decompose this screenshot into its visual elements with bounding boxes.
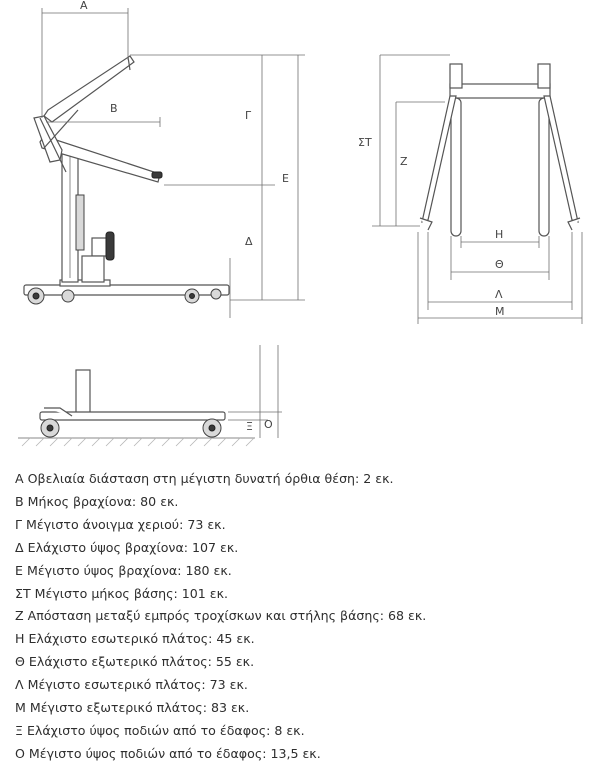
top-view-base bbox=[420, 64, 580, 236]
spec-ST: ΣΤ Μέγιστο μήκος βάσης: 101 εκ. bbox=[15, 585, 229, 601]
label-E: E bbox=[282, 172, 289, 185]
side-view-lift bbox=[24, 56, 229, 304]
spec-XI: Ξ Ελάχιστο ύψος ποδιών από το έδαφος: 8 εκ. bbox=[15, 722, 305, 738]
spec-D: Δ Ελάχιστο ύψος βραχίονα: 107 εκ. bbox=[15, 539, 239, 555]
spec-G: Γ Μέγιστο άνοιγμα χεριού: 73 εκ. bbox=[15, 516, 226, 532]
label-H: H bbox=[495, 228, 504, 241]
label-A: A bbox=[80, 0, 88, 12]
spec-B: B Μήκος βραχίονα: 80 εκ. bbox=[15, 493, 179, 509]
spec-M: M Μέγιστο εξωτερικό πλάτος: 83 εκ. bbox=[15, 700, 250, 716]
label-D: Δ bbox=[245, 235, 253, 248]
spec-Z: Z Απόσταση μεταξύ εμπρός τροχίσκων και στήλης βάσης: 68 εκ. bbox=[15, 608, 427, 624]
spec-O: O Μέγιστο ύψος ποδιών από το έδαφος: 13,5 εκ. bbox=[15, 745, 321, 761]
spec-TH: Θ Ελάχιστο εξωτερικό πλάτος: 55 εκ. bbox=[15, 654, 255, 670]
label-Z: Z bbox=[400, 155, 408, 168]
spec-E: E Μέγιστο ύψος βραχίονα: 180 εκ. bbox=[15, 562, 232, 578]
label-XI: Ξ bbox=[246, 420, 253, 433]
specifications-list bbox=[15, 468, 585, 766]
label-ST: ΣΤ bbox=[358, 136, 372, 149]
label-TH: Θ bbox=[495, 258, 504, 271]
spec-A: A Οβελιαία διάσταση στη μέγιστη δυνατή όρθια θέση: 2 εκ. bbox=[15, 471, 394, 486]
leg-height-view bbox=[18, 370, 255, 446]
label-L: Λ bbox=[495, 288, 503, 301]
label-G: Γ bbox=[245, 109, 252, 122]
label-O: O bbox=[264, 418, 273, 431]
spec-H: H Ελάχιστο εσωτερικό πλάτος: 45 εκ. bbox=[15, 631, 255, 647]
spec-L: Λ Μέγιστο εσωτερικό πλάτος: 73 εκ. bbox=[15, 677, 248, 693]
label-B: B bbox=[110, 102, 118, 115]
label-M: M bbox=[495, 305, 505, 318]
leg-height-dimensions bbox=[228, 345, 282, 438]
